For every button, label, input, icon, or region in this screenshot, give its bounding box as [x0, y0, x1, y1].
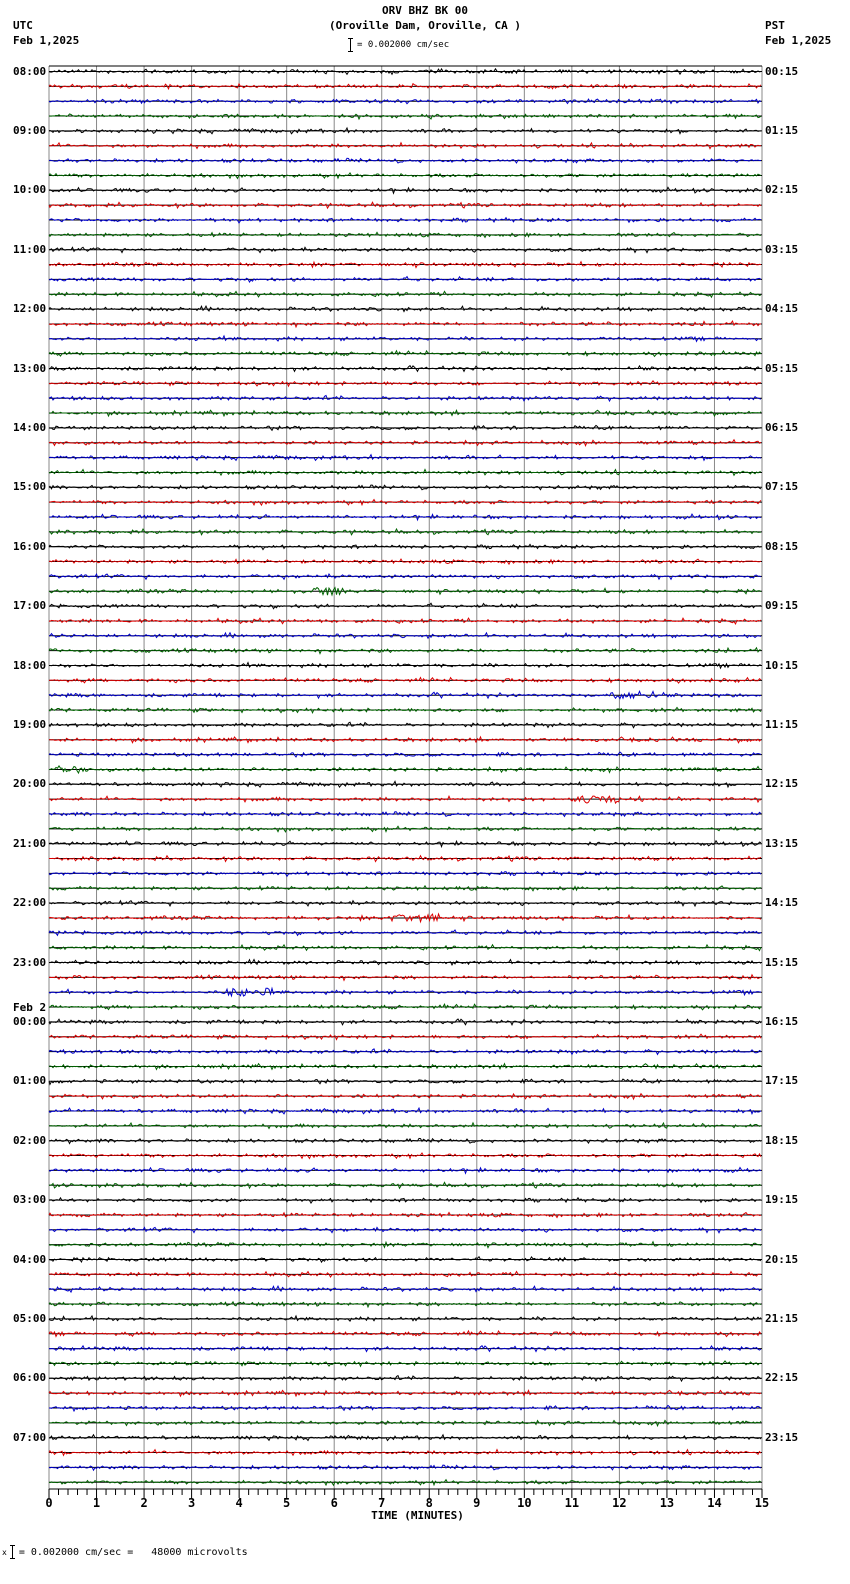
utc-hour-label: 09:00: [13, 123, 47, 137]
seismic-trace: [49, 559, 761, 564]
pst-hour-label: 10:15: [765, 658, 799, 672]
utc-hour-label: 20:00: [13, 777, 47, 791]
seismic-trace: [49, 69, 761, 75]
utc-hour-label: 13:00: [13, 361, 47, 375]
x-tick-label: 8: [425, 1496, 433, 1510]
seismic-trace: [49, 603, 761, 608]
x-tick-label: 15: [754, 1496, 770, 1510]
pst-hour-label: 23:15: [765, 1430, 799, 1444]
x-tick-label: 10: [517, 1496, 532, 1510]
pst-hour-label: 12:15: [765, 777, 799, 791]
seismic-trace: [49, 158, 761, 163]
seismic-trace: [49, 455, 761, 461]
pst-hour-label: 02:15: [765, 183, 799, 197]
scale-text: = 0.002000 cm/sec: [357, 39, 450, 50]
x-tick-label: 4: [235, 1496, 243, 1510]
seismic-trace: [49, 1079, 761, 1085]
utc-hour-label: 05:00: [13, 1311, 47, 1325]
scale-bar-icon: [10, 1545, 15, 1559]
utc-hour-label: 11:00: [13, 242, 47, 256]
pst-hour-label: 05:15: [765, 361, 799, 375]
utc-hour-label: 17:00: [13, 599, 47, 613]
left-timezone: UTC: [13, 19, 33, 32]
x-tick-label: 11: [564, 1496, 580, 1510]
pst-hour-label: 00:15: [765, 64, 799, 78]
right-timezone: PST: [765, 19, 785, 32]
pst-hour-label: 17:15: [765, 1074, 799, 1088]
pst-hour-label: 13:15: [765, 836, 799, 850]
seismic-trace: [49, 722, 761, 728]
pst-hour-label: 01:15: [765, 123, 799, 137]
seismic-trace: [49, 1480, 761, 1486]
pst-hour-label: 09:15: [765, 599, 799, 613]
seismic-trace: [49, 648, 761, 654]
seismic-trace: [49, 114, 761, 119]
x-tick-label: 13: [659, 1496, 675, 1510]
seismic-trace: [49, 202, 761, 208]
seismic-trace: [49, 930, 761, 935]
utc-hour-label: 00:00: [13, 1014, 47, 1028]
seismic-trace: [49, 691, 761, 698]
seismic-trace: [49, 485, 761, 490]
seismic-trace: [49, 1168, 761, 1174]
pst-hour-label: 04:15: [765, 302, 799, 316]
x-tick-label: 12: [612, 1496, 627, 1510]
pst-hour-label: 19:15: [765, 1193, 799, 1207]
seismic-trace: [49, 708, 761, 713]
pst-hour-label: 16:15: [765, 1014, 799, 1028]
utc-hour-label: 16:00: [13, 539, 47, 553]
footer-prefix: x: [2, 1547, 7, 1557]
seismic-trace: [49, 232, 761, 237]
footer-scale-text: = 0.002000 cm/sec = 48000 microvolts: [18, 1546, 248, 1558]
x-tick-label: 7: [378, 1496, 386, 1510]
x-tick-label: 5: [283, 1496, 291, 1510]
date-change-label: Feb 2: [13, 1000, 47, 1014]
x-tick-label: 1: [92, 1496, 101, 1510]
seismic-trace: [49, 1435, 761, 1441]
x-tick-label: 9: [473, 1496, 481, 1510]
left-date: Feb 1,2025: [13, 34, 80, 47]
pst-hour-label: 03:15: [765, 242, 799, 256]
utc-hour-label: 06:00: [13, 1371, 47, 1385]
seismic-trace: [49, 886, 761, 891]
seismic-trace: [49, 440, 761, 446]
utc-hour-label: 03:00: [13, 1193, 47, 1207]
utc-hour-label: 08:00: [13, 64, 47, 78]
x-axis-label: TIME (MINUTES): [371, 1509, 464, 1522]
seismic-trace: [49, 306, 761, 311]
utc-hour-label: 21:00: [13, 836, 47, 850]
utc-hour-label: 04:00: [13, 1252, 47, 1266]
seismic-trace: [49, 1004, 761, 1010]
seismic-trace: [49, 988, 761, 996]
pst-hour-label: 15:15: [765, 955, 799, 969]
seismic-trace: [49, 1406, 761, 1412]
utc-hour-label: 22:00: [13, 896, 47, 910]
pst-hour-label: 11:15: [765, 717, 799, 731]
right-date: Feb 1,2025: [765, 34, 832, 47]
x-tick-label: 6: [330, 1496, 338, 1510]
utc-hour-label: 02:00: [13, 1133, 47, 1147]
seismic-trace: [49, 841, 761, 847]
utc-hour-label: 12:00: [13, 302, 47, 316]
seismic-trace: [49, 291, 761, 297]
seismic-trace: [49, 366, 761, 372]
seismic-trace: [49, 781, 761, 787]
chart-title: ORV BHZ BK 00: [381, 4, 469, 17]
pst-hour-label: 22:15: [765, 1371, 799, 1385]
utc-hour-label: 10:00: [13, 183, 47, 197]
seismic-trace: [49, 544, 761, 549]
utc-hour-label: 23:00: [13, 955, 47, 969]
x-tick-label: 3: [187, 1496, 196, 1510]
seismic-trace: [49, 1420, 761, 1425]
pst-hour-label: 20:15: [765, 1252, 799, 1266]
pst-hour-label: 21:15: [765, 1311, 799, 1325]
pst-hour-label: 08:15: [765, 539, 799, 553]
seismic-trace: [49, 128, 761, 134]
footer-scale: [2, 1545, 248, 1559]
seismic-trace: [49, 1019, 761, 1025]
seismic-trace: [49, 901, 761, 906]
seismic-trace: [49, 514, 761, 520]
x-tick-label: 0: [45, 1496, 53, 1510]
utc-hour-label: 01:00: [13, 1074, 47, 1088]
utc-hour-label: 14:00: [13, 420, 47, 434]
seismic-trace: [49, 1361, 761, 1366]
x-tick-label: 2: [140, 1496, 148, 1510]
pst-hour-label: 06:15: [765, 420, 799, 434]
utc-hour-label: 15:00: [13, 480, 47, 494]
x-tick-label: 14: [707, 1496, 722, 1510]
seismic-trace: [49, 945, 761, 951]
seismic-trace: [49, 796, 761, 803]
utc-hour-label: 07:00: [13, 1430, 47, 1444]
pst-hour-label: 18:15: [765, 1133, 799, 1147]
utc-hour-label: 18:00: [13, 658, 47, 672]
pst-hour-label: 14:15: [765, 896, 799, 910]
utc-hour-label: 19:00: [13, 717, 47, 731]
station-location: (Oroville Dam, Oroville, CA ): [328, 19, 522, 32]
seismic-trace: [49, 1465, 761, 1470]
seismic-trace: [49, 410, 761, 416]
pst-hour-label: 07:15: [765, 480, 799, 494]
